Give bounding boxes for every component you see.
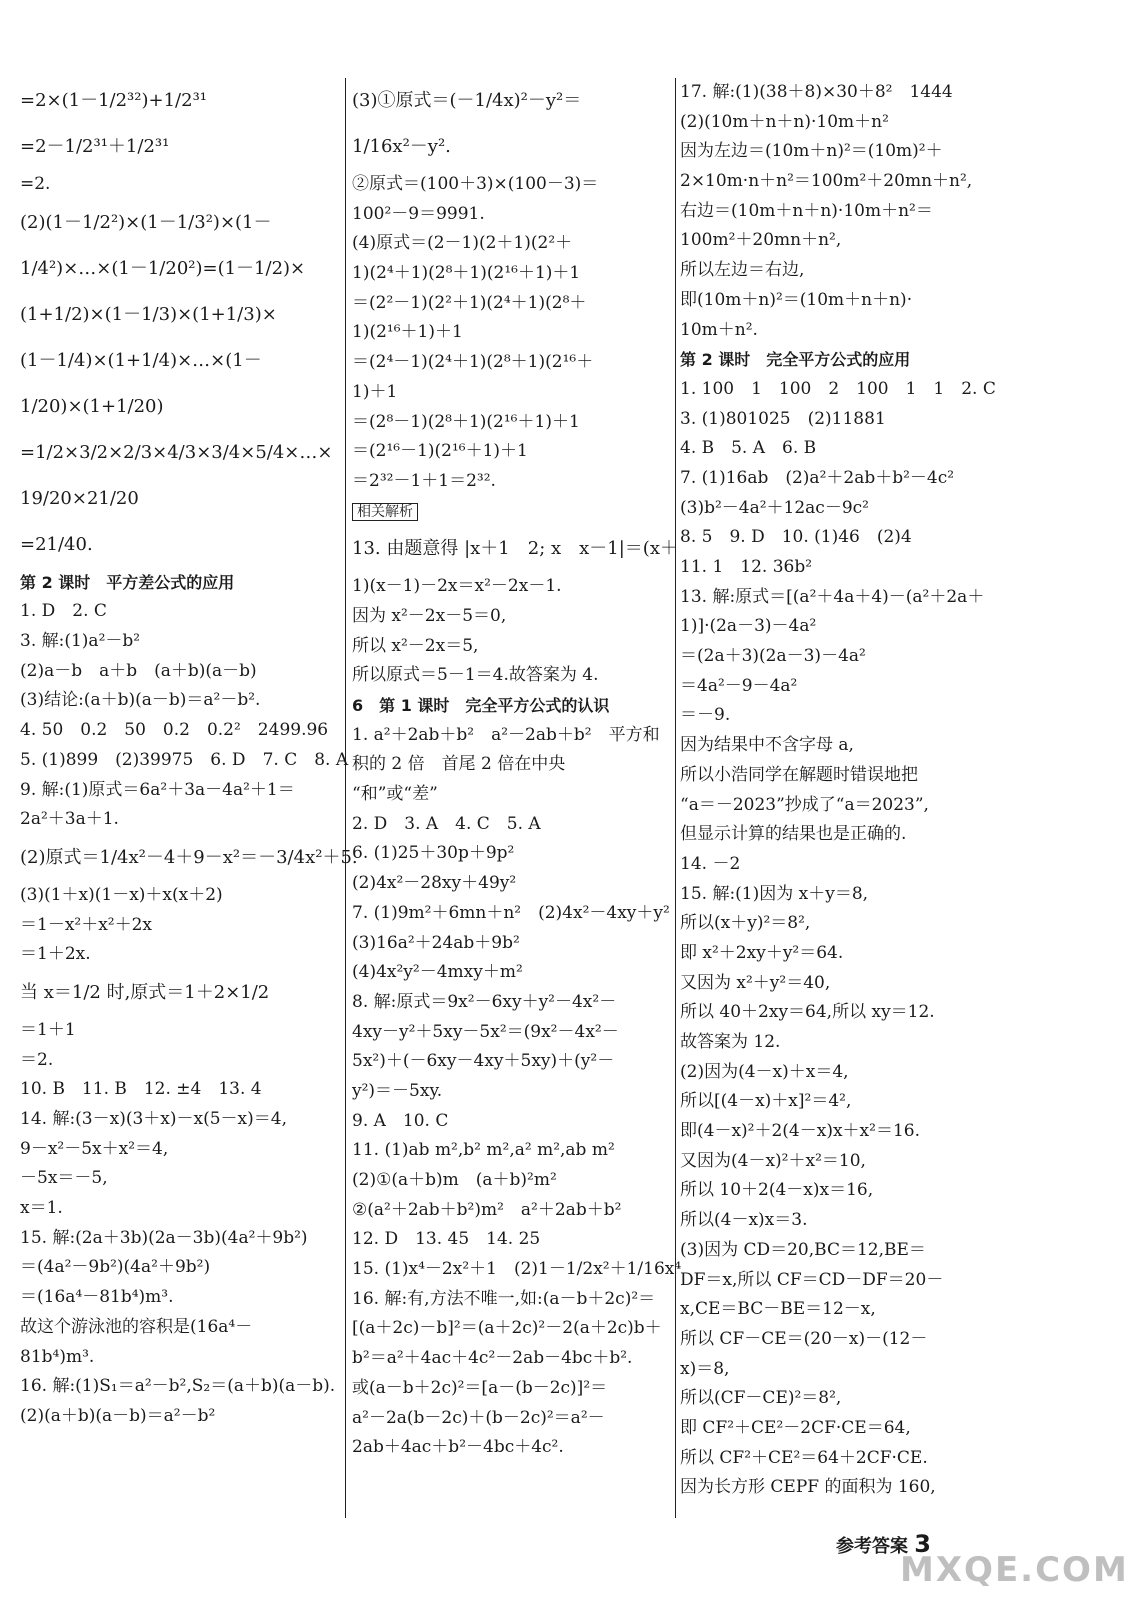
left-line: 5. (1)899 (2)39975 6. D 7. C 8. A — [20, 749, 349, 770]
left-line: 4. 50 0.2 50 0.2 0.2² 2499.96 — [20, 720, 329, 741]
mid-line: y²)＝－5xy. — [352, 1080, 443, 1101]
mid-line: 6 第 1 课时 完全平方公式的认识 — [352, 696, 610, 715]
mid-line: 1)＋1 — [352, 381, 398, 402]
right-line: 因为结果中不含字母 a, — [680, 735, 854, 756]
right-line: 所以(CF－CE)²＝8², — [680, 1388, 842, 1409]
left-line: =2×(1－1/2³²)+1/2³¹ — [20, 90, 207, 111]
right-line: ＝4a²－9－4a² — [680, 675, 798, 696]
mid-line: 4xy－y²＋5xy－5x²＝(9x²－4x²－ — [352, 1021, 619, 1042]
left-line: 9－x²－5x＋x²＝4, — [20, 1138, 169, 1159]
right-line: 所以(4－x)x＝3. — [680, 1210, 808, 1231]
left-line: =21/40. — [20, 533, 93, 555]
right-line: (3)因为 CD＝20,BC＝12,BE＝ — [680, 1239, 926, 1260]
right-line: “a＝－2023”抄成了“a＝2023”, — [680, 794, 929, 815]
right-line: 100m²＋20mn＋n², — [680, 230, 842, 251]
mid-line: 100²－9＝9991. — [352, 203, 485, 224]
mid-line: “和”或“差” — [352, 784, 438, 805]
right-line: 即(10m＋n)²＝(10m＋n＋n)· — [680, 289, 913, 310]
mid-line: 6. (1)25＋30p＋9p² — [352, 843, 515, 864]
mid-line: (3)16a²＋24ab＋9b² — [352, 932, 520, 953]
mid-line: 13. 由题意得 |x＋1 2; x x－1|＝(x＋ — [352, 538, 678, 560]
left-line: (2)a－b a＋b (a＋b)(a－b) — [20, 660, 257, 681]
mid-line: 12. D 13. 45 14. 25 — [352, 1229, 541, 1250]
mid-line: a²－2a(b－2c)＋(b－2c)²＝a²－ — [352, 1407, 605, 1428]
mid-line: (3)①原式＝(－1/4x)²－y²＝ — [352, 90, 582, 111]
mid-line: 1/16x²－y². — [352, 136, 451, 157]
right-line: 所以 40＋2xy＝64,所以 xy＝12. — [680, 1002, 935, 1023]
right-line: 右边＝(10m＋n＋n)·10m＋n²＝ — [680, 200, 933, 221]
footer-label: 参考答案 — [836, 1536, 908, 1557]
left-line: 16. 解:(1)S₁＝a²－b²,S₂＝(a＋b)(a－b). — [20, 1376, 336, 1397]
mid-line: ②(a²＋2ab＋b²)m² a²＋2ab＋b² — [352, 1199, 622, 1220]
right-line: 3. (1)801025 (2)11881 — [680, 408, 886, 429]
mid-line: 1)(2⁴＋1)(2⁸＋1)(2¹⁶＋1)＋1 — [352, 263, 581, 284]
mid-line: (4)原式＝(2－1)(2＋1)(2²＋ — [352, 233, 573, 254]
left-line: ＝(16a⁴－81b⁴)m³. — [20, 1287, 174, 1308]
left-line: (2)(1－1/2²)×(1－1/3²)×(1－ — [20, 211, 272, 233]
right-line: 即 CF²＋CE²－2CF·CE＝64, — [680, 1417, 911, 1438]
left-line: x＝1. — [20, 1198, 63, 1219]
right-line: 因为左边＝(10m＋n)²＝(10m)²＋ — [680, 141, 943, 162]
left-line: ＝1－x²＋x²＋2x — [20, 914, 153, 935]
right-line: (2)因为(4－x)＋x＝4, — [680, 1061, 849, 1082]
left-line: ＝1＋2x. — [20, 944, 91, 965]
mid-line: 1. a²＋2ab＋b² a²－2ab＋b² 平方和 — [352, 724, 660, 745]
mid-line: (4)4x²y²－4mxy＋m² — [352, 962, 523, 983]
mid-line: 2ab＋4ac＋b²－4bc＋4c². — [352, 1437, 564, 1458]
mid-line: 7. (1)9m²＋6mn＋n² (2)4x²－4xy＋y² — [352, 902, 670, 923]
right-line: 所以 CF－CE＝(20－x)－(12－ — [680, 1328, 928, 1349]
right-line: 11. 1 12. 36b² — [680, 557, 813, 577]
column-divider-2 — [675, 78, 676, 1518]
mid-line: 1)(2¹⁶＋1)＋1 — [352, 322, 463, 343]
right-line: 15. 解:(1)因为 x＋y＝8, — [680, 883, 869, 904]
left-line: 1. D 2. C — [20, 601, 107, 622]
mid-line: 因为 x²－2x－5＝0, — [352, 605, 507, 626]
right-line: 4. B 5. A 6. B — [680, 438, 817, 459]
left-line: 3. 解:(1)a²－b² — [20, 631, 141, 652]
left-line: 第 2 课时 平方差公式的应用 — [20, 572, 235, 592]
left-line: (2)(a＋b)(a－b)＝a²－b² — [20, 1405, 216, 1426]
right-line: 所以 CF²＋CE²＝64＋2CF·CE. — [680, 1447, 928, 1468]
left-line: 15. 解:(2a＋3b)(2a－3b)(4a²＋9b²) — [20, 1227, 308, 1248]
right-line: 即 x²＋2xy＋y²＝64. — [680, 942, 844, 963]
mid-line: (2)4x²－28xy＋49y² — [352, 873, 517, 894]
mid-line: 所以原式＝5－1＝4.故答案为 4. — [352, 665, 599, 686]
mid-line: 8. 解:原式＝9x²－6xy＋y²－4x²－ — [352, 991, 617, 1012]
mid-line: 积的 2 倍 首尾 2 倍在中央 — [352, 754, 566, 775]
left-line: (2)原式＝1/4x²－4＋9－x²＝－3/4x²＋5. — [20, 846, 358, 868]
mid-line: ＝(2⁴－1)(2⁴＋1)(2⁸＋1)(2¹⁶＋ — [352, 352, 594, 373]
right-line: 17. 解:(1)(38＋8)×30＋8² 1444 — [680, 82, 953, 102]
mid-line: 2. D 3. A 4. C 5. A — [352, 813, 541, 834]
right-line: 13. 解:原式＝[(a²＋4a＋4)－(a²＋2a＋ — [680, 586, 985, 607]
mid-line: 所以 x²－2x＝5, — [352, 635, 479, 656]
left-line: (3)结论:(a＋b)(a－b)＝a²－b². — [20, 690, 261, 711]
mid-line: 11. (1)ab m²,b² m²,a² m²,ab m² — [352, 1140, 615, 1161]
right-line: 但显示计算的结果也是正确的. — [680, 824, 907, 845]
left-line: 故这个游泳池的容积是(16a⁴－ — [20, 1316, 253, 1337]
mid-line: 5x²)＋(－6xy－4xy＋5xy)＋(y²－ — [352, 1051, 615, 1072]
page-number: 3 — [914, 1530, 931, 1558]
column-divider-1 — [345, 78, 346, 1518]
right-line: 14. －2 — [680, 853, 741, 874]
right-line: 所以 10＋2(4－x)x＝16, — [680, 1180, 874, 1201]
right-line: (2)(10m＋n＋n)·10m＋n² — [680, 111, 889, 132]
right-line: 即(4－x)²＋2(4－x)x＋x²＝16. — [680, 1121, 920, 1142]
left-line: 19/20×21/20 — [20, 487, 139, 509]
mid-line: ②原式＝(100＋3)×(100－3)＝ — [352, 174, 599, 194]
left-line: 14. 解:(3－x)(3＋x)－x(5－x)＝4, — [20, 1109, 287, 1129]
mid-line: 15. (1)x⁴－2x²＋1 (2)1－1/2x²＋1/16x⁴ — [352, 1259, 682, 1280]
left-line: (1－1/4)×(1+1/4)×…×(1－ — [20, 349, 262, 371]
right-line: 8. 5 9. D 10. (1)46 (2)4 — [680, 527, 912, 548]
left-line: 1/20)×(1+1/20) — [20, 395, 164, 417]
left-line: =2. — [20, 174, 51, 194]
left-line: =2－1/2³¹＋1/2³¹ — [20, 136, 170, 157]
mid-line — [352, 497, 672, 527]
mid-line: ＝(2¹⁶－1)(2¹⁶＋1)＋1 — [352, 441, 528, 462]
right-line: 所以小浩同学在解题时错误地把 — [680, 764, 918, 785]
left-line: 10. B 11. B 12. ±4 13. 4 — [20, 1079, 262, 1100]
right-line: 10m＋n². — [680, 319, 758, 340]
right-line: 故答案为 12. — [680, 1032, 781, 1052]
right-line: 又因为 x²＋y²＝40, — [680, 972, 831, 993]
left-line: 1/4²)×…×(1－1/20²)=(1－1/2)× — [20, 257, 306, 279]
right-line: 1)]·(2a－3)－4a² — [680, 616, 817, 637]
right-line: ＝－9. — [680, 705, 731, 726]
mid-line: ＝2³²－1＋1＝2³². — [352, 470, 496, 491]
left-line: ＝(4a²－9b²)(4a²＋9b²) — [20, 1257, 211, 1278]
mid-line: 9. A 10. C — [352, 1110, 449, 1131]
left-line: (1+1/2)×(1－1/3)×(1+1/3)× — [20, 303, 277, 325]
left-line: 当 x＝1/2 时,原式＝1＋2×1/2 — [20, 981, 270, 1003]
right-line: 所以[(4－x)＋x]²＝4², — [680, 1091, 852, 1112]
right-line: DF＝x,所以 CF＝CD－DF＝20－ — [680, 1269, 944, 1290]
right-line: (3)b²－4a²＋12ac－9c² — [680, 497, 869, 518]
left-line: －5x＝－5, — [20, 1168, 108, 1189]
mid-line: 1)(x－1)－2x＝x²－2x－1. — [352, 576, 562, 597]
answer-column-left — [20, 78, 358, 1432]
mid-line: (2)①(a＋b)m (a＋b)²m² — [352, 1170, 557, 1190]
right-line: 又因为(4－x)²＋x²＝10, — [680, 1150, 866, 1171]
left-line: (3)(1＋x)(1－x)＋x(x＋2) — [20, 884, 223, 905]
right-line: 1. 100 1 100 2 100 1 1 2. C — [680, 378, 996, 399]
mid-line: [(a＋2c)－b]²＝(a＋2c)²－2(a＋2c)b＋ — [352, 1318, 662, 1339]
left-line: ＝2. — [20, 1049, 54, 1070]
right-line: 第 2 课时 完全平方公式的应用 — [680, 350, 911, 370]
left-line: =1/2×3/2×2/3×4/3×3/4×5/4×…× — [20, 441, 333, 463]
mid-line: 16. 解:有,方法不唯一,如:(a－b＋2c)²＝ — [352, 1288, 656, 1309]
right-line: 因为长方形 CEPF 的面积为 160, — [680, 1477, 936, 1498]
right-line: x,CE＝BC－BE＝12－x, — [680, 1299, 876, 1320]
mid-line: ＝(2⁸－1)(2⁸＋1)(2¹⁶＋1)＋1 — [352, 411, 580, 432]
mid-line: ＝(2²－1)(2²＋1)(2⁴＋1)(2⁸＋ — [352, 292, 587, 313]
right-line: 所以左边＝右边, — [680, 260, 805, 281]
right-line: 7. (1)16ab (2)a²＋2ab＋b²－4c² — [680, 467, 955, 488]
right-line: 所以(x＋y)²＝8², — [680, 913, 811, 934]
mid-line: 或(a－b＋2c)²＝[a－(b－2c)]²＝ — [352, 1377, 608, 1398]
left-line: ＝1＋1 — [20, 1019, 76, 1040]
answer-column-right — [680, 78, 1010, 1503]
left-line: 81b⁴)m³. — [20, 1346, 95, 1367]
answer-column-middle — [352, 78, 682, 1463]
watermark: MXQE.COM — [900, 1550, 1129, 1590]
right-line: x)＝8, — [680, 1358, 730, 1379]
section-tag: 相关解析 — [352, 503, 418, 521]
right-line: 2×10m·n＋n²＝100m²＋20mn＋n², — [680, 171, 973, 192]
left-line: 9. 解:(1)原式＝6a²＋3a－4a²＋1＝ — [20, 779, 295, 800]
right-line: ＝(2a＋3)(2a－3)－4a² — [680, 646, 866, 667]
mid-line: b²＝a²＋4ac＋4c²－2ab－4bc＋b². — [352, 1348, 633, 1369]
left-line: 2a²＋3a＋1. — [20, 809, 119, 830]
